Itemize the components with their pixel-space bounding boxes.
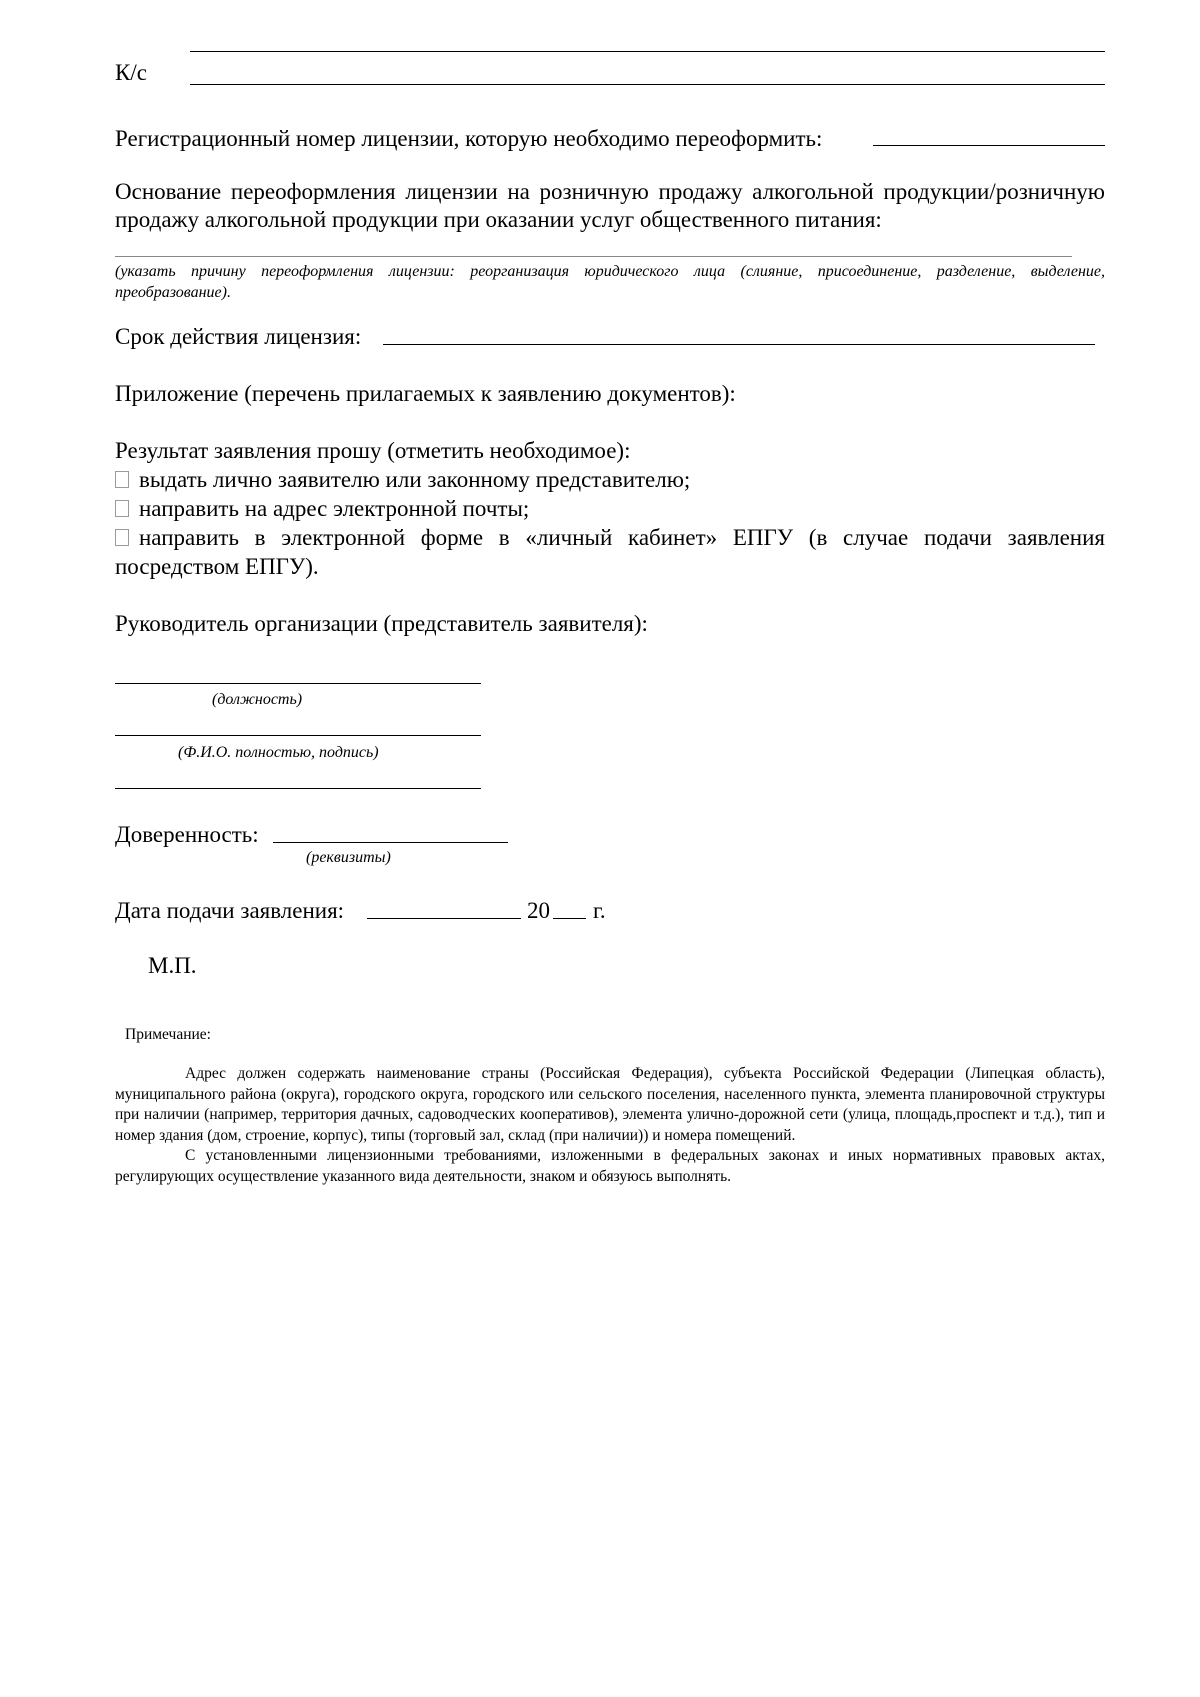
date-year-prefix: 20: [527, 898, 550, 923]
result-option-2[interactable]: [115, 494, 529, 523]
basis-field[interactable]: [115, 256, 1072, 257]
date-field[interactable]: [367, 918, 521, 919]
result-option-3-cont: посредством ЕПГУ).: [115, 554, 319, 579]
basis-hint-line2: преобразование).: [115, 284, 231, 301]
result-option-2-label: направить на адрес электронной почты;: [139, 496, 530, 521]
head-label: Руководитель организации (представитель заявителя):: [115, 611, 648, 636]
note-body: [115, 1064, 1105, 1187]
date-label: Дата подачи заявления:: [115, 898, 345, 923]
date-year-field[interactable]: [553, 918, 586, 919]
reg-number-field[interactable]: [873, 145, 1105, 146]
basis-hint-line1: (указать причину переоформления лицензии: реорганизация юридического лица (слияние, присоединение, разделение, выделение,: [115, 263, 1105, 280]
result-heading: Результат заявления прошу (отметить необходимое):: [115, 438, 631, 463]
name-field[interactable]: [115, 735, 481, 736]
ks-label: К/с: [115, 60, 147, 85]
result-option-1[interactable]: [115, 465, 690, 494]
note-paragraph-2: С установленными лицензионными требованиями, изложенными в федеральных законах и иных нормативных правовых актах, регулирующих осуществление указанного вида деятельности, знаком и обязуюсь выполнять.: [115, 1147, 1105, 1185]
signature-field[interactable]: [115, 788, 481, 789]
note-heading: Примечание:: [125, 1026, 211, 1043]
position-caption: (должность): [212, 691, 303, 708]
reg-number-label: Регистрационный номер лицензии, которую необходимо переоформить:: [115, 126, 823, 151]
stamp-label: М.П.: [148, 953, 197, 978]
attachment-label: Приложение (перечень прилагаемых к заявлению документов):: [115, 381, 736, 406]
basis-text-line2: продажу алкогольной продукции при оказании услуг общественного питания:: [115, 207, 882, 232]
ks-line-bottom: [190, 84, 1105, 85]
position-field[interactable]: [115, 683, 481, 684]
checkbox-icon[interactable]: [115, 500, 129, 517]
date-year-suffix: г.: [593, 898, 606, 923]
result-option-3[interactable]: [115, 523, 1105, 552]
ks-line-top: [190, 51, 1105, 52]
note-paragraph-1: Адрес должен содержать наименование страны (Российская Федерация), субъекта Российской Федерации (Липецкая область), муниципального района (округа), городского округа, городского или сельского поселения, населенного пункта, элемента планировочной структуры при наличии (например, территория дачных, садоводческих кооперативов), элемента улично-дорожной сети (улица, площадь,проспект и т.д.), тип и номер здания (дом, строение, корпус), типы (торговый зал, склад (при наличии)) и номера помещений.: [115, 1065, 1105, 1144]
result-option-1-label: выдать лично заявителю или законному представителю;: [139, 467, 691, 492]
validity-field[interactable]: [383, 344, 1095, 345]
basis-text-line1: Основание переоформления лицензии на розничную продажу алкогольной продукции/розничную: [115, 179, 1105, 204]
proxy-label: Доверенность:: [115, 822, 259, 847]
proxy-caption: (реквизиты): [306, 849, 391, 866]
proxy-field[interactable]: [273, 842, 508, 843]
result-option-3-label: направить в электронной форме в «личный кабинет» ЕПГУ (в случае подачи заявления: [139, 525, 1105, 550]
name-caption: (Ф.И.О. полностью, подпись): [178, 744, 379, 761]
checkbox-icon[interactable]: [115, 529, 129, 546]
validity-label: Срок действия лицензия:: [115, 324, 362, 349]
checkbox-icon[interactable]: [115, 471, 129, 488]
